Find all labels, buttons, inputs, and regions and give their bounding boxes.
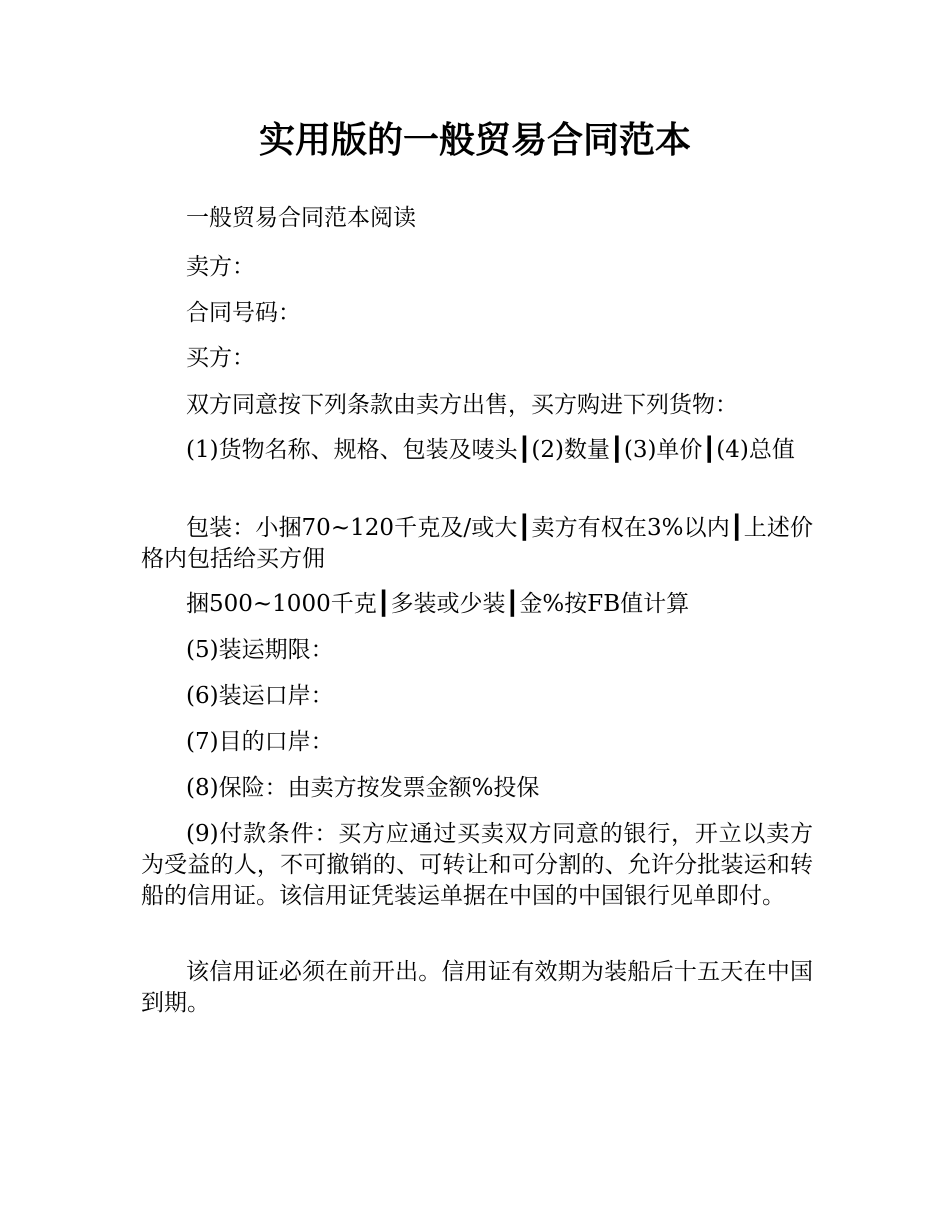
paragraph-contract-number: 合同号码： bbox=[186, 300, 301, 326]
paragraph-seller: 卖方： bbox=[186, 254, 255, 280]
paragraph-insurance: (8)保险：由卖方按发票金额%投保 bbox=[186, 775, 540, 801]
paragraph-agreement: 双方同意按下列条款由卖方出售，买方购进下列货物： bbox=[186, 392, 738, 418]
paragraph-intro: 一般贸易合同范本阅读 bbox=[186, 205, 416, 231]
paragraph-packing: 包装：小捆70~120千克及/或大┃卖方有权在3%以内┃上述价格内包括给买方佣 bbox=[141, 515, 813, 572]
document-title: 实用版的一般贸易合同范本 bbox=[258, 120, 691, 161]
paragraph-payment-terms: (9)付款条件：买方应通过买卖双方同意的银行，开立以卖方为受益的人，不可撤销的、可转让和可分割的、允许分批装运和转船的信用证。该信用证凭装运单据在中国的中国银行见单即付。 bbox=[141, 821, 813, 909]
paragraph-letter-of-credit: 该信用证必须在前开出。信用证有效期为装船后十五天在中国到期。 bbox=[141, 959, 813, 1016]
paragraph-buyer: 买方： bbox=[186, 345, 255, 371]
paragraph-destination-port: (7)目的口岸： bbox=[186, 729, 334, 755]
paragraph-shipment-time: (5)装运期限： bbox=[186, 637, 334, 663]
paragraph-goods-columns: (1)货物名称、规格、包装及唛头┃(2)数量┃(3)单价┃(4)总值 bbox=[186, 437, 795, 463]
paragraph-bale: 捆500~1000千克┃多装或少装┃金%按FB值计算 bbox=[186, 591, 690, 617]
paragraph-loading-port: (6)装运口岸： bbox=[186, 683, 334, 709]
